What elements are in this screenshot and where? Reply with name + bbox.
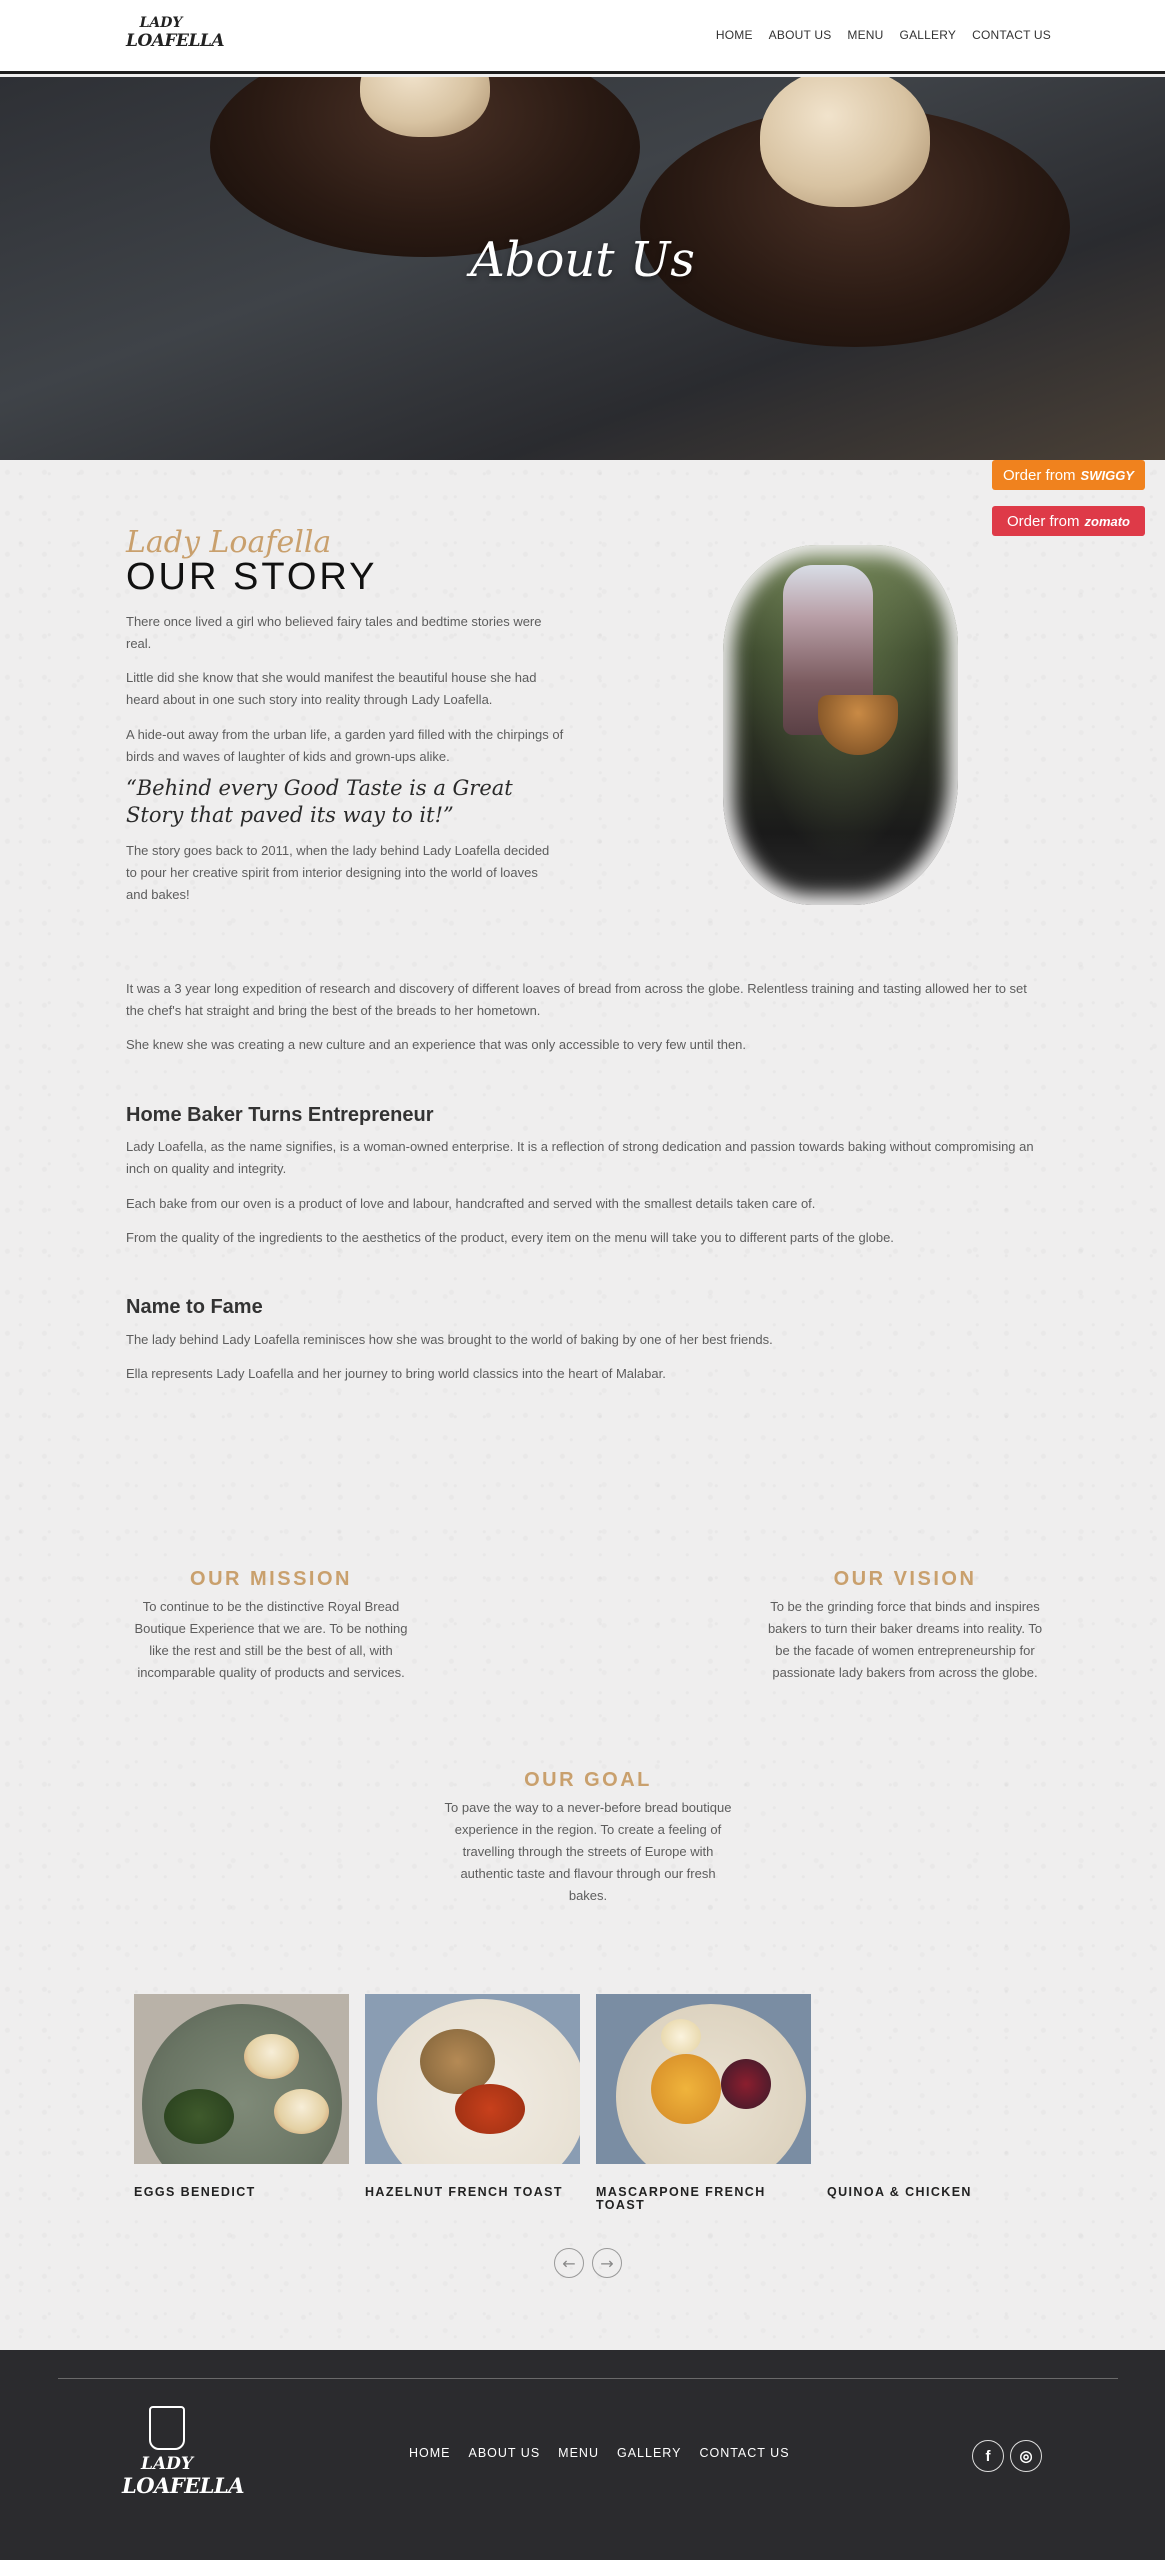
footer-logo-line1: LADY xyxy=(140,2454,194,2474)
order-zomato-prefix: Order from xyxy=(1006,512,1080,530)
instagram-icon[interactable] xyxy=(1010,2440,1042,2472)
story-image xyxy=(723,545,958,905)
nav-contact-us[interactable]: CONTACT US xyxy=(972,28,1051,42)
crown-icon xyxy=(149,2406,185,2450)
site-logo[interactable] xyxy=(126,14,225,60)
menu-item-image-mascarpone-french-toast[interactable] xyxy=(596,1994,811,2164)
footer-nav-gallery[interactable]: GALLERY xyxy=(616,2446,682,2460)
swiggy-logo-text: SWIGGY xyxy=(1080,467,1134,483)
story-image-basket xyxy=(818,695,898,755)
nav-about-us[interactable]: ABOUT US xyxy=(768,28,832,42)
story-paragraph-6: She knew she was creating a new culture and an experience that was only accessible to very few until then. xyxy=(126,1037,747,1052)
footer-logo[interactable] xyxy=(122,2406,245,2516)
goal-text: To pave the way to a never-before bread boutique experience in the region. To create a feeling of travelling through the streets of Europe with authentic taste and flavour through our fresh bakes. xyxy=(444,1800,732,1903)
egg-icon xyxy=(274,2089,329,2134)
toast-icon xyxy=(651,2054,721,2124)
order-zomato-button[interactable] xyxy=(992,506,1145,536)
zomato-logo-text: zomato xyxy=(1084,513,1130,529)
story-quote: “Behind every Good Taste is a Great Story that paved its way to it!” xyxy=(126,776,513,827)
footer-nav xyxy=(409,2446,790,2460)
arrow-right-icon: → xyxy=(600,2253,614,2273)
fame-heading: Name to Fame xyxy=(126,1296,263,1318)
berries-icon xyxy=(721,2059,771,2109)
story-paragraph-3: A hide-out away from the urban life, a garden yard filled with the chirpings of birds and waves of laughter of kids and grown-ups alike. xyxy=(126,727,564,764)
nav-menu[interactable]: MENU xyxy=(847,28,884,42)
goal-title: OUR GOAL xyxy=(524,1769,652,1791)
order-swiggy-prefix: Order from xyxy=(1003,466,1076,484)
fame-paragraph-1: The lady behind Lady Loafella reminisces how she was brought to the world of baking by one of her best friends. xyxy=(126,1332,773,1347)
story-paragraph-1: There once lived a girl who believed fairy tales and bedtime stories were real. xyxy=(126,614,542,651)
nav-home[interactable]: HOME xyxy=(715,28,753,42)
logo-line1: LADY xyxy=(139,15,183,31)
carousel-next-button[interactable] xyxy=(592,2248,622,2278)
story-paragraph-2: Little did she know that she would manifest the beautiful house she had heard about in one such story into reality through Lady Loafella. xyxy=(126,670,537,707)
facebook-glyph: f xyxy=(985,2447,991,2465)
entrepreneur-paragraph-3: From the quality of the ingredients to the aesthetics of the product, every item on the menu will take you to different parts of the globe. xyxy=(126,1230,894,1245)
hero-title: About Us xyxy=(470,232,695,288)
footer-nav-menu[interactable]: MENU xyxy=(558,2446,599,2460)
fame-paragraph-2: Ella represents Lady Loafella and her journey to bring world classics into the heart of Malabar. xyxy=(126,1366,666,1381)
vision-title: OUR VISION xyxy=(833,1568,977,1590)
arrow-left-icon: ← xyxy=(562,2253,576,2273)
story-paragraph-5: It was a 3 year long expedition of research and discovery of different loaves of bread from across the globe. Relentless training and tasting allowed her to set the chef's hat straight and bring the best of the breads to her hometown. xyxy=(126,981,1027,1018)
egg-icon xyxy=(244,2034,299,2079)
sauce-icon xyxy=(455,2084,525,2134)
menu-item-image-eggs-benedict[interactable] xyxy=(134,1994,349,2164)
facebook-icon[interactable] xyxy=(972,2440,1004,2472)
menu-item-label-2[interactable]: HAZELNUT FRENCH TOAST xyxy=(365,2185,563,2199)
hero-banner xyxy=(0,77,1165,460)
mission-text: To continue to be the distinctive Royal Bread Boutique Experience that we are. To be nothing like the rest and still be the best of all, with incomparable quality of products and services. xyxy=(134,1599,408,1680)
instagram-glyph: ◎ xyxy=(1019,2448,1033,2465)
hero-cream-right xyxy=(760,77,930,207)
entrepreneur-paragraph-1: Lady Loafella, as the name signifies, is a woman-owned enterprise. It is a reflection of strong dedication and passion towards baking without compromising an inch on quality and integrity. xyxy=(126,1139,1034,1176)
entrepreneur-paragraph-2: Each bake from our oven is a product of love and labour, handcrafted and served with the smallest details taken care of. xyxy=(126,1196,816,1211)
order-swiggy-button[interactable] xyxy=(992,460,1145,490)
menu-item-label-4[interactable]: QUINOA & CHICKEN xyxy=(827,2185,972,2199)
logo-line2: LOAFELLA xyxy=(126,31,225,51)
menu-item-label-1[interactable]: EGGS BENEDICT xyxy=(134,2185,256,2199)
carousel-prev-button[interactable] xyxy=(554,2248,584,2278)
entrepreneur-heading: Home Baker Turns Entrepreneur xyxy=(126,1104,434,1126)
footer-nav-about-us[interactable]: ABOUT US xyxy=(468,2446,541,2460)
site-header xyxy=(0,0,1165,74)
story-title: OUR STORY xyxy=(126,556,378,598)
footer-logo-line2: LOAFELLA xyxy=(122,2473,245,2498)
plate-icon xyxy=(142,2004,342,2164)
vision-text: To be the grinding force that binds and inspires bakers to turn their baker dreams into reality. To be the facade of women entrepreneurship for passionate lady bakers from across the globe. xyxy=(767,1599,1043,1680)
footer-nav-contact-us[interactable]: CONTACT US xyxy=(699,2446,790,2460)
menu-item-image-hazelnut-french-toast[interactable] xyxy=(365,1994,580,2164)
nav-gallery[interactable]: GALLERY xyxy=(899,28,957,42)
footer-divider xyxy=(58,2378,1118,2379)
spinach-icon xyxy=(164,2089,234,2144)
cream-bowl-icon xyxy=(661,2019,701,2054)
story-paragraph-4: The story goes back to 2011, when the lady behind Lady Loafella decided to pour her creative spirit from interior designing into the world of loaves and bakes! xyxy=(126,843,550,902)
mission-title: OUR MISSION xyxy=(190,1568,352,1590)
footer-nav-home[interactable]: HOME xyxy=(409,2446,451,2460)
story-script-title: Lady Loafella xyxy=(126,525,332,560)
menu-item-label-3[interactable]: MASCARPONE FRENCH TOAST xyxy=(596,2185,766,2212)
main-nav xyxy=(716,28,1051,42)
